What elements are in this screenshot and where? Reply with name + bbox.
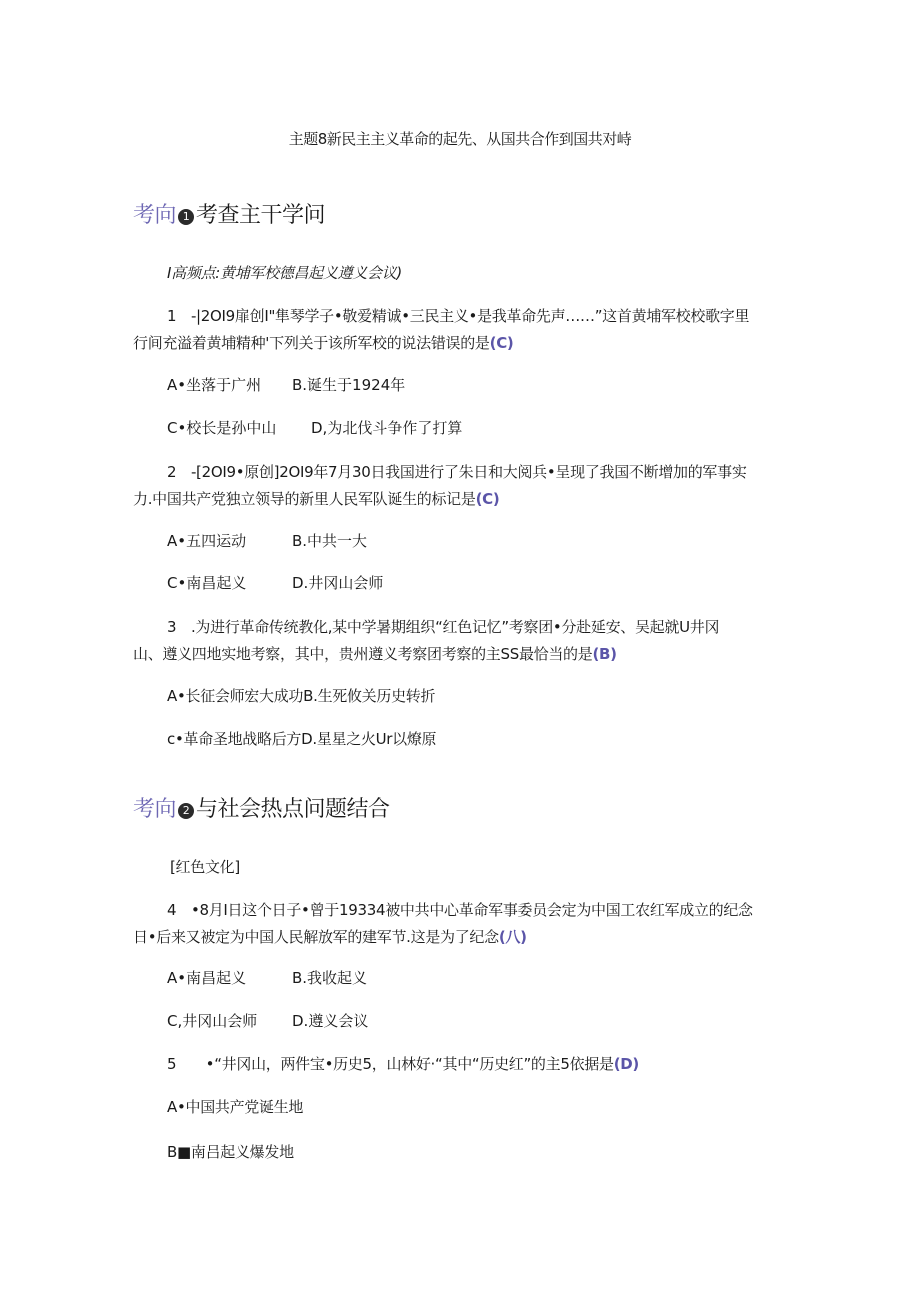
question-2-options-row-1 — [167, 530, 367, 551]
question-4-line-2 — [133, 926, 527, 947]
option-b: B.诞生于1924年 — [292, 376, 406, 394]
question-1-options-row-2 — [167, 417, 462, 438]
question-5-answer: (D) — [613, 1055, 639, 1073]
question-2-line-1: 2 -[2OI9•原创]2OI9年7月30日我国进行了朱日和大阅兵•呈现了我国不断增加的军事实 — [167, 463, 747, 481]
question-3-line-2 — [133, 643, 617, 664]
question-3-text: 山、遵义四地实地考察，其中，贵州遵义考察团考察的主SS最恰当的是 — [133, 645, 593, 663]
question-4-answer: (八) — [498, 928, 527, 946]
question-3-line-1: 3 .为进行革命传统教化,某中学暑期组织“红色记忆”考察团•分赴延安、吴起就U井冈 — [167, 618, 720, 636]
question-2-text: 力.中国共产党独立领导的新里人民军队诞生的标记是 — [133, 490, 476, 508]
option-b: B.中共一大 — [292, 532, 368, 550]
question-2-line-2 — [133, 488, 499, 509]
section-prefix: 考向 — [133, 203, 177, 228]
option-c: C•南昌起义 — [167, 574, 247, 592]
question-1-line-2 — [133, 332, 513, 353]
option-a: A•五四运动 — [167, 532, 247, 550]
question-5-option-a: A•中国共产党诞生地 — [167, 1098, 304, 1116]
section-label: 考查主干学问 — [196, 203, 326, 228]
question-2-options-row-2 — [167, 572, 383, 593]
question-1-text: 行间充溢着黄埔精种'下列关于该所军校的说法错误的是 — [133, 334, 490, 352]
question-4-options-row-1 — [167, 967, 367, 988]
option-a: A•南昌起义 — [167, 969, 247, 987]
option-b: B.我收起义 — [292, 969, 368, 987]
option-c: C,井冈山会师 — [167, 1012, 258, 1030]
option-d: D.遵义会议 — [292, 1012, 369, 1030]
option-d: D.井冈山会师 — [292, 574, 384, 592]
question-4-text: 日•后来又被定为中国人民解放军的建军节.这是为了纪念 — [133, 928, 499, 946]
question-2-answer: (C) — [475, 490, 500, 508]
page-title: 主题8新民主主义革命的起先、从国共合作到国共对峙 — [288, 130, 632, 148]
question-1-options-row-1 — [167, 374, 405, 395]
question-5-option-b: B■南吕起义爆发地 — [167, 1143, 294, 1161]
section-label: 与社会热点问题结合 — [196, 797, 390, 822]
question-5-text: 5 •“井冈山，两件宝•历史5，山林好·“其中“历史红”的主5依据是 — [167, 1055, 614, 1073]
option-a: A•坐落于广州 — [167, 376, 262, 394]
question-4-options-row-2 — [167, 1010, 368, 1031]
number-badge-icon: 1 — [178, 209, 194, 225]
question-3-options-row-1: A•长征会师宏大成功B.生死攸关历史转折 — [167, 687, 436, 705]
question-1-line-1: 1 -|2OI9扉创I"隼琴学子•敬爱精诚•三民主义•是我革命先声……”这首黄埔军校校歌字里 — [167, 307, 750, 325]
option-d: D,为北伐斗争作了打算 — [311, 419, 463, 437]
high-frequency-note: I高频点:黄埔军校德昌起义遵义会议) — [167, 264, 402, 282]
section-heading-1 — [133, 198, 325, 229]
question-5-line-1 — [167, 1053, 639, 1074]
question-3-options-row-2: c•革命圣地战略后方D.星星之火Ur以燎原 — [167, 730, 437, 748]
section-heading-2 — [133, 792, 390, 823]
question-3-answer: (B) — [592, 645, 617, 663]
question-4-line-1: 4 •8月I日这个日子•曾于19334被中共中心革命军事委员会定为中国工农红军成立的纪念 — [167, 901, 753, 919]
question-1-answer: (C) — [489, 334, 514, 352]
option-c: C•校长是孙中山 — [167, 419, 277, 437]
section-prefix: 考向 — [133, 797, 177, 822]
red-culture-note: [红色文化] — [170, 858, 240, 876]
number-badge-icon: 2 — [178, 803, 194, 819]
